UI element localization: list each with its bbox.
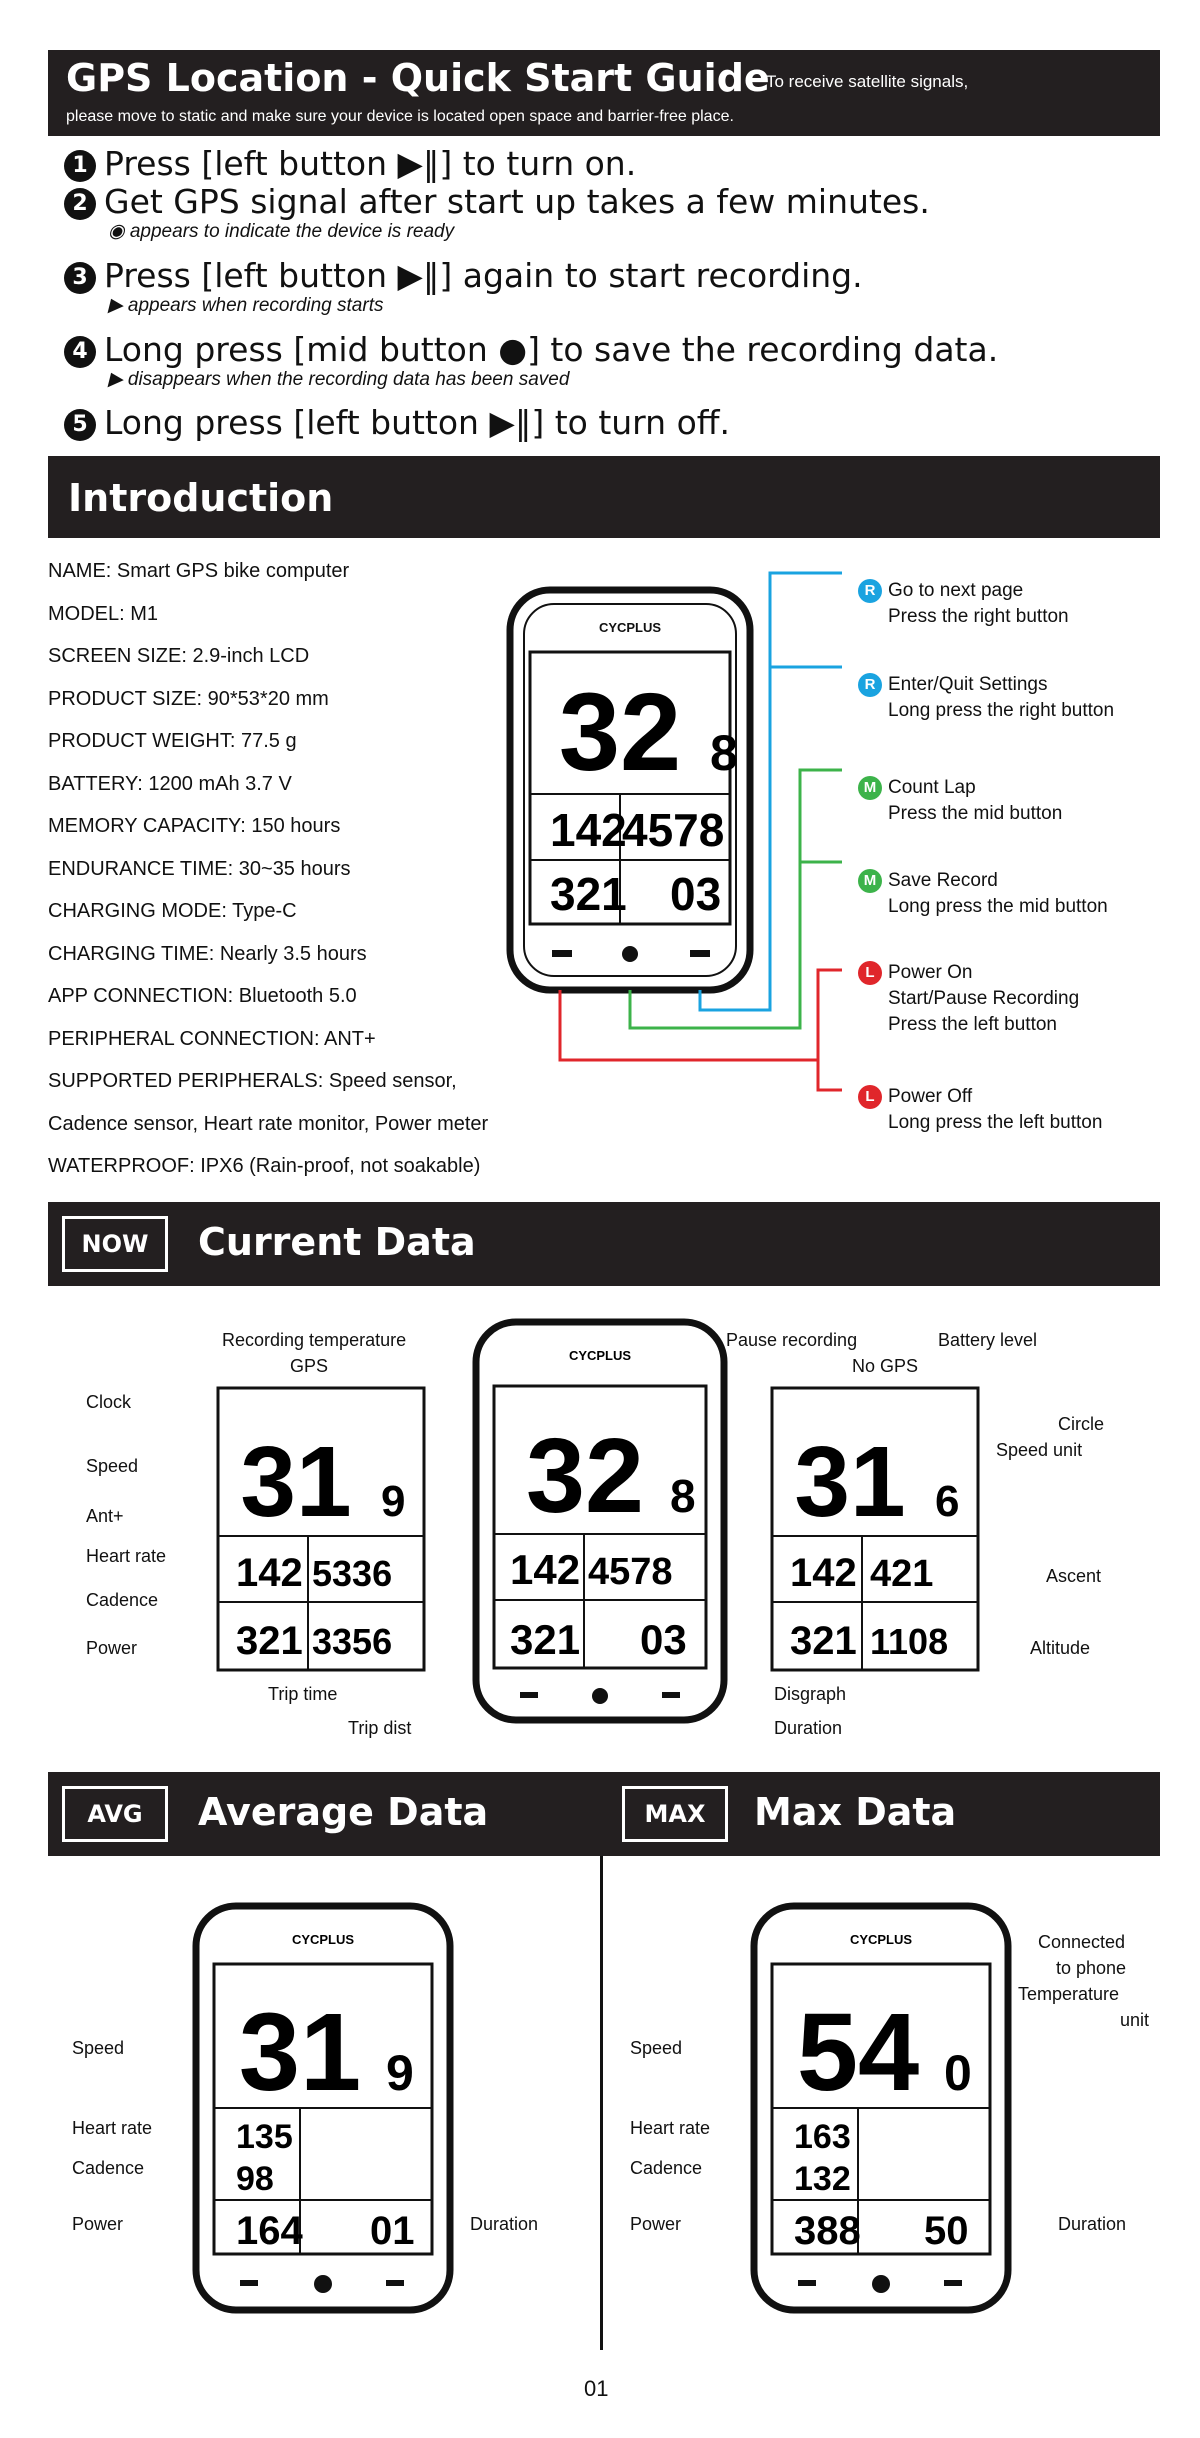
spec-item: WATERPROOF: IPX6 (Rain-proof, not soakable) bbox=[48, 1155, 481, 1177]
spec-item: PRODUCT SIZE: 90*53*20 mm bbox=[48, 687, 329, 710]
callout-count-lap: M Count Lap Press the mid button bbox=[858, 775, 1062, 827]
spec-item: NAME: Smart GPS bike computer bbox=[48, 560, 350, 582]
current-data-header bbox=[48, 1202, 1160, 1286]
device-speed: 32 bbox=[558, 671, 682, 794]
svg-text:132: 132 bbox=[794, 2160, 851, 2198]
label-duration: Duration bbox=[774, 1718, 843, 1738]
callout-settings: R Enter/Quit Settings Long press the right button bbox=[858, 672, 1114, 724]
svg-text:03: 03 bbox=[640, 1616, 687, 1663]
current-device-mid bbox=[470, 1316, 730, 1726]
label-connected: Connected bbox=[1038, 1932, 1126, 1952]
svg-text:3356: 3356 bbox=[312, 1621, 393, 1662]
current-label: Speed bbox=[86, 1456, 139, 1476]
spec-item: CHARGING TIME: Nearly 3.5 hours bbox=[48, 942, 367, 965]
average-label: Duration bbox=[470, 2214, 539, 2234]
svg-text:54: 54 bbox=[796, 1991, 920, 2114]
svg-text:31: 31 bbox=[240, 1426, 352, 1538]
spec-item: APP CONNECTION: Bluetooth 5.0 bbox=[48, 985, 357, 1007]
introduction-title: Introduction bbox=[68, 476, 334, 520]
svg-text:31: 31 bbox=[238, 1991, 362, 2114]
max-label: Speed bbox=[630, 2038, 683, 2058]
step-3 bbox=[64, 256, 863, 295]
device-speed-dec: 8 bbox=[710, 725, 738, 781]
label-recording-temp: Recording temperature bbox=[222, 1330, 407, 1350]
callout-power-on: L Power On Start/Pause Recording Press the left button bbox=[858, 960, 1079, 1038]
step-number: 5 bbox=[64, 409, 96, 441]
spec-item: PERIPHERAL CONNECTION: ANT+ bbox=[48, 1027, 376, 1050]
svg-text:6: 6 bbox=[935, 1477, 960, 1526]
svg-text:9: 9 bbox=[381, 1477, 406, 1526]
step-text: Press [left button ▶‖] again to start recording. bbox=[104, 256, 863, 295]
page-number: 01 bbox=[584, 2376, 609, 2401]
svg-text:4578: 4578 bbox=[588, 1551, 673, 1593]
label-trip-dist: Trip dist bbox=[348, 1718, 412, 1738]
current-screen-left bbox=[216, 1386, 426, 1672]
svg-text:1108: 1108 bbox=[870, 1621, 949, 1662]
average-data-title: Average Data bbox=[198, 1790, 489, 1834]
svg-text:142: 142 bbox=[790, 1551, 857, 1595]
right-button-icon bbox=[690, 950, 710, 957]
left-button-icon: L bbox=[858, 961, 882, 985]
step-text: Long press [left button ▶‖] to turn off. bbox=[104, 403, 730, 442]
step-3-sub: ▶ appears when recording starts bbox=[108, 295, 384, 316]
label-speed-unit: Speed unit bbox=[996, 1440, 1083, 1460]
max-label: Heart rate bbox=[630, 2118, 711, 2138]
svg-text:321: 321 bbox=[790, 1619, 857, 1663]
spec-item: ENDURANCE TIME: 30~35 hours bbox=[48, 857, 351, 880]
introduction-header bbox=[48, 456, 1160, 538]
max-label: Duration bbox=[1058, 2214, 1127, 2234]
step-text: Press [left button ▶‖] to turn on. bbox=[104, 144, 637, 183]
callout-power-off: L Power Off Long press the left button bbox=[858, 1084, 1102, 1136]
label-trip-time: Trip time bbox=[268, 1684, 338, 1704]
spec-item: SCREEN SIZE: 2.9-inch LCD bbox=[48, 645, 310, 667]
svg-text:142: 142 bbox=[236, 1551, 303, 1595]
average-label: Heart rate bbox=[72, 2118, 153, 2138]
quick-start-header bbox=[48, 50, 1160, 136]
current-data-title: Current Data bbox=[198, 1220, 476, 1264]
max-data-title: Max Data bbox=[754, 1790, 957, 1834]
device-v1: 4578 bbox=[622, 804, 725, 856]
mid-button-icon bbox=[622, 946, 638, 962]
average-label: Power bbox=[72, 2214, 124, 2234]
spec-item: MODEL: M1 bbox=[48, 602, 159, 625]
svg-text:98: 98 bbox=[236, 2160, 274, 2198]
current-label: Heart rate bbox=[86, 1546, 167, 1566]
step-text: Long press [mid button ●] to save the recording data. bbox=[104, 330, 999, 369]
spec-item: CHARGING MODE: Type-C bbox=[48, 900, 297, 922]
now-badge: NOW bbox=[62, 1216, 168, 1272]
step-5 bbox=[64, 403, 730, 442]
svg-text:163: 163 bbox=[794, 2118, 851, 2156]
average-label: Cadence bbox=[72, 2158, 145, 2178]
device-brand: CYCPLUS bbox=[598, 620, 662, 635]
average-label: Speed bbox=[72, 2038, 125, 2058]
label-no-gps: No GPS bbox=[852, 1356, 919, 1376]
svg-text:50: 50 bbox=[924, 2209, 969, 2253]
svg-text:388: 388 bbox=[794, 2209, 861, 2253]
current-label: Power bbox=[86, 1638, 138, 1658]
current-label: Clock bbox=[86, 1392, 132, 1412]
svg-text:CYCPLUS: CYCPLUS bbox=[291, 1932, 355, 1947]
label-battery: Battery level bbox=[938, 1330, 1038, 1350]
svg-text:01: 01 bbox=[370, 2209, 415, 2253]
right-button-icon: R bbox=[858, 673, 882, 697]
label-unit: unit bbox=[1120, 2010, 1150, 2030]
svg-text:421: 421 bbox=[870, 1553, 934, 1595]
spec-item: SUPPORTED PERIPHERALS: Speed sensor, bbox=[48, 1070, 457, 1092]
left-button-icon bbox=[552, 950, 572, 957]
svg-text:321: 321 bbox=[510, 1616, 581, 1663]
step-number: 1 bbox=[64, 150, 96, 182]
step-number: 2 bbox=[64, 188, 96, 220]
label-circle: Circle bbox=[1058, 1414, 1105, 1434]
device-v2: 03 bbox=[670, 868, 722, 920]
current-label: Cadence bbox=[86, 1590, 159, 1610]
label-disgraph: Disgraph bbox=[774, 1684, 847, 1704]
spec-item: PRODUCT WEIGHT: 77.5 g bbox=[48, 730, 297, 752]
spec-item: BATTERY: 1200 mAh 3.7 V bbox=[48, 772, 292, 795]
svg-text:5336: 5336 bbox=[312, 1553, 393, 1594]
mid-button-icon: M bbox=[858, 869, 882, 893]
svg-text:31: 31 bbox=[794, 1426, 906, 1538]
svg-text:142: 142 bbox=[510, 1546, 581, 1593]
step-number: 4 bbox=[64, 336, 96, 368]
avg-badge: AVG bbox=[62, 1786, 168, 1842]
max-badge: MAX bbox=[622, 1786, 728, 1842]
svg-text:CYCPLUS: CYCPLUS bbox=[568, 1348, 632, 1363]
column-divider bbox=[600, 1856, 603, 2350]
step-2 bbox=[64, 182, 930, 221]
quick-start-note: To receive satellite signals, bbox=[766, 72, 969, 91]
svg-text:8: 8 bbox=[670, 1470, 696, 1522]
label-pause: Pause recording bbox=[726, 1330, 858, 1350]
svg-text:164: 164 bbox=[236, 2209, 303, 2253]
step-text: Get GPS signal after start up takes a few minutes. bbox=[104, 182, 930, 221]
callout-save-record: M Save Record Long press the mid button bbox=[858, 868, 1108, 920]
quick-start-title: GPS Location - Quick Start Guide bbox=[66, 56, 770, 100]
spec-item: MEMORY CAPACITY: 150 hours bbox=[48, 815, 341, 837]
svg-text:9: 9 bbox=[386, 2045, 414, 2101]
svg-text:321: 321 bbox=[236, 1619, 303, 1663]
step-1 bbox=[64, 144, 636, 183]
step-2-sub: ◉ appears to indicate the device is ready bbox=[108, 221, 455, 242]
mid-button-icon: M bbox=[858, 776, 882, 800]
device-diagram bbox=[500, 570, 860, 1130]
svg-text:32: 32 bbox=[526, 1417, 644, 1535]
average-device bbox=[190, 1900, 456, 2320]
current-screen-right bbox=[770, 1386, 980, 1672]
callout-next-page: R Go to next page Press the right button bbox=[858, 578, 1069, 630]
svg-text:CYCPLUS: CYCPLUS bbox=[849, 1932, 913, 1947]
max-label: Power bbox=[630, 2214, 682, 2234]
label-altitude: Altitude bbox=[1030, 1638, 1091, 1658]
max-label: Cadence bbox=[630, 2158, 703, 2178]
label-temperature: Temperature bbox=[1018, 1984, 1120, 2004]
avg-max-header bbox=[48, 1772, 1160, 1856]
quick-start-note-line2: please move to static and make sure your device is located open space and barrier-free place. bbox=[66, 108, 734, 125]
svg-text:135: 135 bbox=[236, 2118, 293, 2156]
label-ascent: Ascent bbox=[1046, 1566, 1102, 1586]
step-4 bbox=[64, 330, 998, 369]
right-button-icon: R bbox=[858, 579, 882, 603]
svg-text:0: 0 bbox=[944, 2045, 972, 2101]
label-gps: GPS bbox=[290, 1356, 329, 1376]
label-to-phone: to phone bbox=[1056, 1958, 1127, 1978]
step-number: 3 bbox=[64, 262, 96, 294]
left-button-icon: L bbox=[858, 1085, 882, 1109]
max-device bbox=[748, 1900, 1014, 2320]
step-4-sub: ▶ disappears when the recording data has been saved bbox=[108, 369, 570, 390]
device-pwr: 321 bbox=[550, 868, 627, 920]
current-label: Ant+ bbox=[86, 1506, 124, 1526]
spec-item: Cadence sensor, Heart rate monitor, Power meter bbox=[48, 1112, 489, 1135]
device-hr: 142 bbox=[550, 804, 627, 856]
